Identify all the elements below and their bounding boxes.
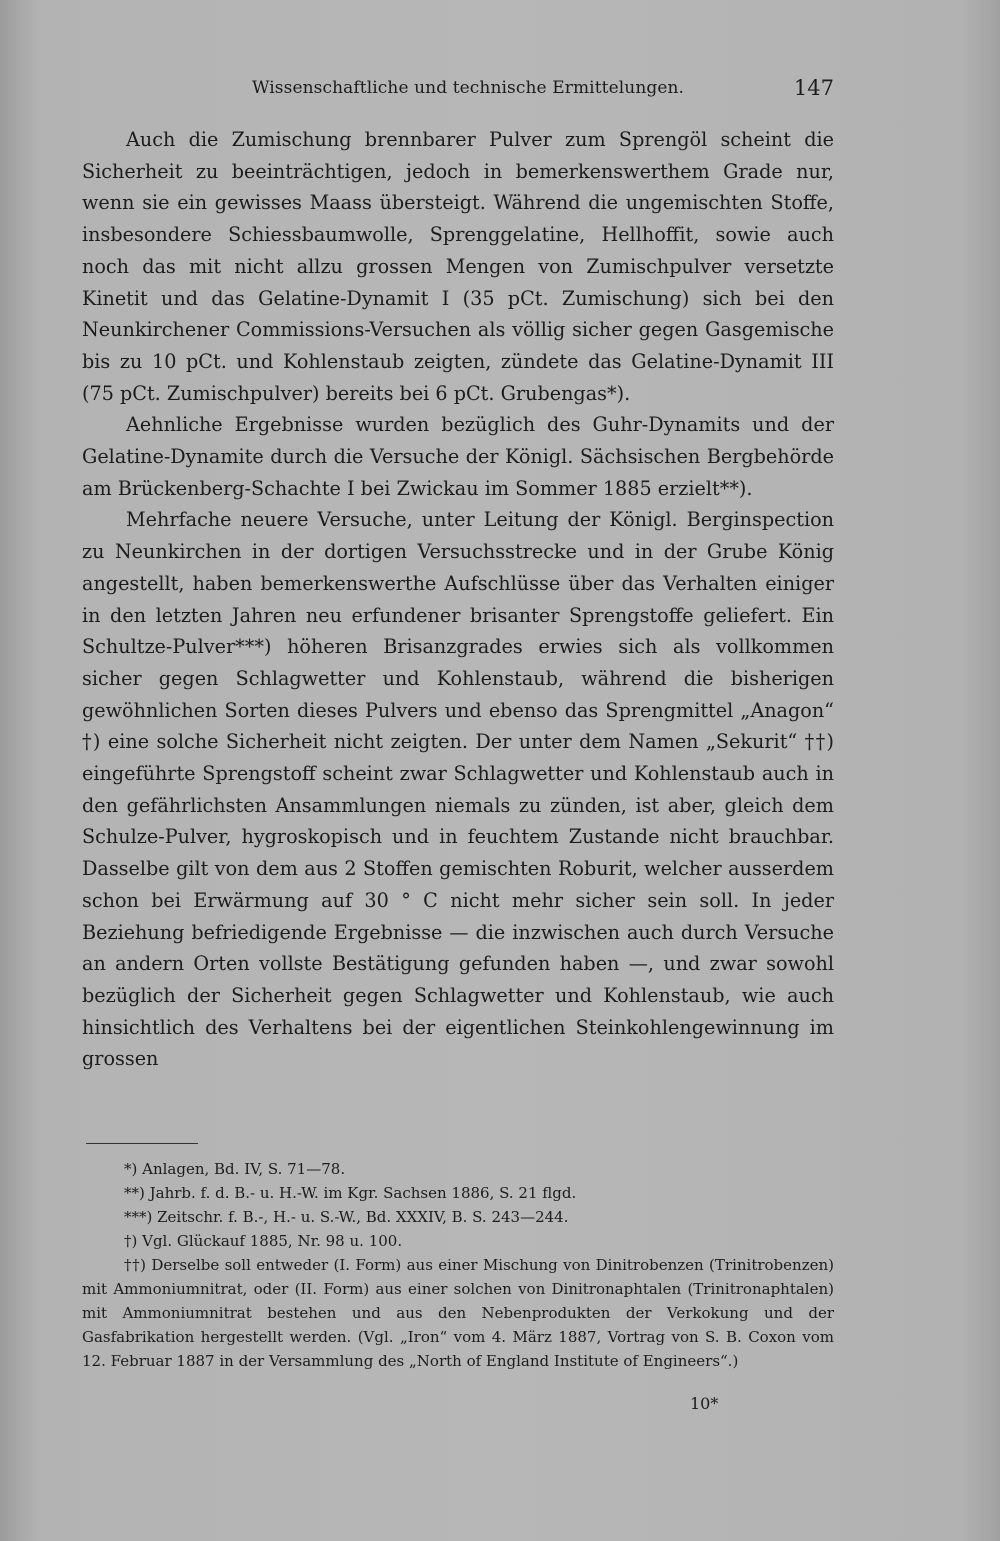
footnote: *) Anlagen, Bd. IV, S. 71—78. <box>124 1160 346 1178</box>
footnote: ††) Derselbe soll entweder (I. Form) aus einer Mischung von Dinitrobenzen (Trinitrobenzen) mit Ammoniumnitrat, oder (II. Form) aus einer solchen von Dinitronaphtalen (Trinitronaphtalen) mit Ammoniumnitrat bestehen und aus den Nebenprodukten der Verkokung und der Gasfabrikation hergestellt werden. (Vgl. „Iron“ vom 4. März 1887, Vortrag von S. B. Coxon vom 12. Februar 1887 in der Versammlung des „North of England Institute of Engineers“.) <box>82 1256 834 1370</box>
paragraph: Aehnliche Ergebnisse wurden bezüglich des Guhr-Dynamits und der Gelatine-Dynamite durch die Versuche der Königl. Sächsischen Bergbehörde am Brückenberg-Schachte I bei Zwickau im Sommer 1885 erzielt**). <box>82 413 834 500</box>
footnote: †) Vgl. Glückauf 1885, Nr. 98 u. 100. <box>124 1232 403 1250</box>
page-header <box>82 76 834 106</box>
main-text <box>82 124 834 1075</box>
footnotes <box>82 1157 834 1373</box>
footnote: **) Jahrb. f. d. B.- u. H.-W. im Kgr. Sachsen 1886, S. 21 flgd. <box>124 1184 577 1202</box>
footnote: ***) Zeitschr. f. B.-, H.- u. S.-W., Bd. XXXIV, B. S. 243—244. <box>124 1208 569 1226</box>
running-title: Wissenschaftliche und technische Ermittelungen. <box>252 78 685 98</box>
paragraph: Auch die Zumischung brennbarer Pulver zum Sprengöl scheint die Sicherheit zu beeinträchtigen, jedoch in bemerkenswerthem Grade nur, wenn sie ein gewisses Maass übersteigt. Während die ungemischten Stoffe, insbesondere Schiessbaumwolle, Sprenggelatine, Hellhoffit, sowie auch noch das mit nicht allzu grossen Mengen von Zumischpulver versetzte Kinetit und das Gelatine-Dynamit I (35 pCt. Zumischung) sich bei den Neunkirchener Commissions-Versuchen als völlig sicher gegen Gasgemische bis zu 10 pCt. und Kohlenstaub zeigten, zündete das Gelatine-Dynamit III (75 pCt. Zumischpulver) bereits bei 6 pCt. Grubengas*). <box>82 128 834 405</box>
footnote-divider <box>86 1143 198 1144</box>
paragraph: Mehrfache neuere Versuche, unter Leitung der Königl. Berginspection zu Neunkirchen in der dortigen Versuchsstrecke und in der Grube König angestellt, haben bemerkenswerthe Aufschlüsse über das Verhalten einiger in den letzten Jahren neu erfundener brisanter Sprengstoffe geliefert. Ein Schultze-Pulver***) höheren Brisanzgrades erwies sich als vollkommen sicher gegen Schlagwetter und Kohlenstaub, während die bisherigen gewöhnlichen Sorten dieses Pulvers und ebenso das Sprengmittel „Anagon“ †) eine solche Sicherheit nicht zeigten. Der unter dem Namen „Sekurit“ ††) eingeführte Sprengstoff scheint zwar Schlagwetter und Kohlenstaub auch in den gefährlichsten Ansammlungen niemals zu zünden, ist aber, gleich dem Schulze-Pulver, hygroskopisch und in feuchtem Zustande nicht brauchbar. Dasselbe gilt von dem aus 2 Stoffen gemischten Roburit, welcher ausserdem schon bei Erwärmung auf 30 ° C nicht mehr sicher sein soll. In jeder Beziehung befriedigende Ergebnisse — die inzwischen auch durch Versuche an andern Orten vollste Bestätigung gefunden haben —, und zwar sowohl bezüglich der Sicherheit gegen Schlagwetter und Kohlenstaub, wie auch hinsichtlich des Verhaltens bei der eigentlichen Steinkohlengewinnung im grossen <box>82 508 834 1071</box>
page-number: 147 <box>793 76 834 100</box>
sheet-signature: 10* <box>690 1394 719 1413</box>
